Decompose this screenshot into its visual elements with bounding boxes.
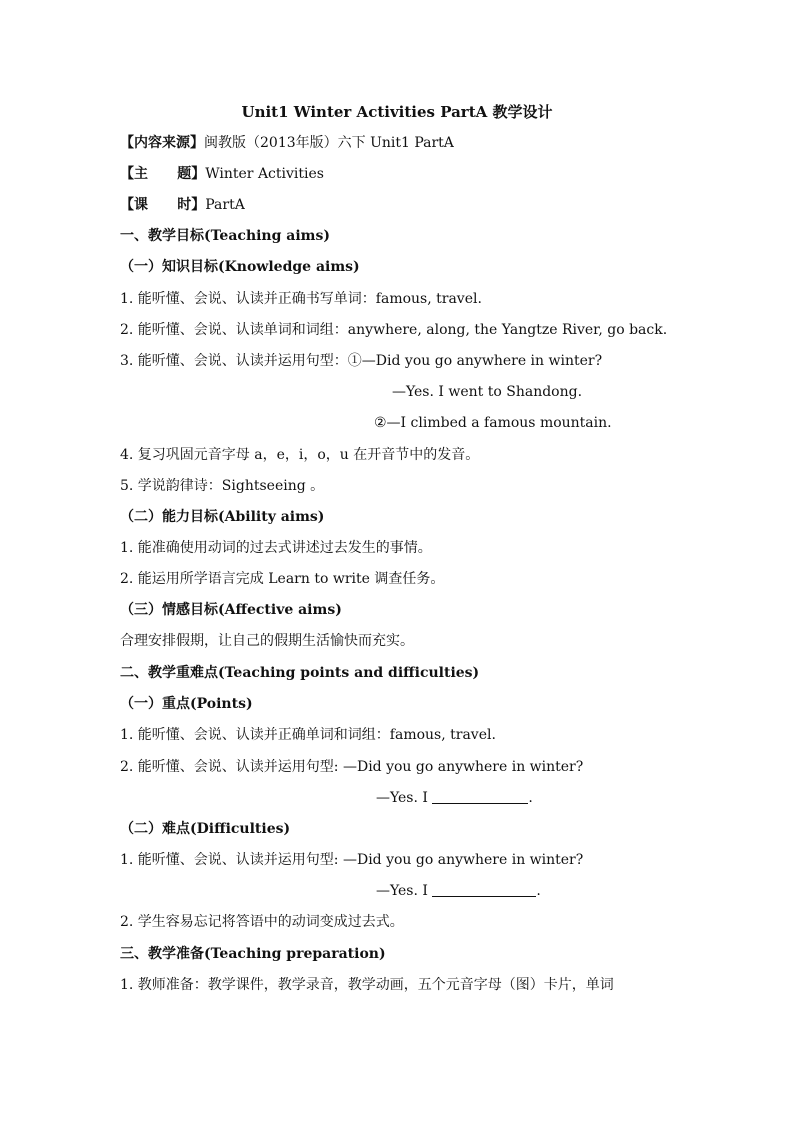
difficulties-answer-prefix: —Yes. I bbox=[376, 883, 428, 899]
document-title: Unit1 Winter Activities PartA 教学设计 bbox=[241, 103, 553, 121]
difficulties-item-1: 1. 能听懂、会说、认读并运用句型: —Did you go anywhere in winter? bbox=[120, 852, 584, 868]
knowledge-aims-heading: （一）知识目标(Knowledge aims) bbox=[120, 259, 360, 275]
difficulties-item-2: 2. 学生容易忘记将答语中的动词变成过去式。 bbox=[120, 914, 404, 930]
meta-source-line bbox=[120, 133, 690, 153]
knowledge-item-4: 4. 复习巩固元音字母 a，e，i，o，u 在开音节中的发音。 bbox=[120, 447, 480, 463]
knowledge-item-5: 5. 学说韵律诗：Sightseeing 。 bbox=[120, 478, 325, 494]
points-item-2: 2. 能听懂、会说、认读并运用句型: —Did you go anywhere in winter? bbox=[120, 759, 584, 775]
points-answer-blank bbox=[432, 789, 528, 804]
points-item-1: 1. 能听懂、会说、认读并正确单词和词组：famous, travel. bbox=[120, 727, 496, 743]
meta-period-line bbox=[120, 195, 690, 215]
knowledge-item-3: 3. 能听懂、会说、认读并运用句型：①—Did you go anywhere in winter? bbox=[120, 353, 603, 369]
ability-aims-heading: （二）能力目标(Ability aims) bbox=[120, 509, 325, 525]
meta-topic-line bbox=[120, 164, 690, 184]
meta-source-label: 【内容来源】 bbox=[120, 135, 204, 151]
difficulties-item-1-answer bbox=[376, 881, 676, 901]
ability-item-1: 1. 能准确使用动词的过去式讲述过去发生的事情。 bbox=[120, 540, 432, 556]
knowledge-item-1: 1. 能听懂、会说、认读并正确书写单词：famous, travel. bbox=[120, 291, 482, 307]
meta-topic-value: Winter Activities bbox=[205, 166, 324, 182]
meta-source-value: 闽教版（2013年版）六下 Unit1 PartA bbox=[204, 135, 454, 151]
knowledge-item-2: 2. 能听懂、会说、认读单词和词组：anywhere, along, the Yangtze River, go back. bbox=[120, 322, 668, 338]
section-3-heading: 三、教学准备(Teaching preparation) bbox=[120, 946, 386, 962]
knowledge-item-3-answer: —Yes. I went to Shandong. bbox=[392, 384, 583, 400]
points-answer-prefix: —Yes. I bbox=[376, 790, 428, 806]
section-2-heading: 二、教学重难点(Teaching points and difficulties) bbox=[120, 665, 480, 681]
ability-item-2: 2. 能运用所学语言完成 Learn to write 调查任务。 bbox=[120, 571, 445, 587]
preparation-item-1: 1. 教师准备：教学课件，教学录音，教学动画，五个元音字母（图）卡片，单词 bbox=[120, 977, 614, 993]
difficulties-heading: （二）难点(Difficulties) bbox=[120, 821, 291, 837]
points-answer-period: . bbox=[528, 790, 533, 806]
difficulties-answer-blank bbox=[432, 882, 536, 897]
difficulties-answer-period: . bbox=[536, 883, 541, 899]
affective-text: 合理安排假期，让自己的假期生活愉快而充实。 bbox=[120, 633, 414, 649]
section-1-heading: 一、教学目标(Teaching aims) bbox=[120, 228, 330, 244]
meta-period-label: 【课 时】 bbox=[120, 197, 206, 213]
meta-topic-label: 【主 题】 bbox=[120, 166, 206, 182]
points-heading: （一）重点(Points) bbox=[120, 696, 253, 712]
meta-period-value: PartA bbox=[205, 197, 245, 213]
affective-aims-heading: （三）情感目标(Affective aims) bbox=[120, 602, 342, 618]
knowledge-item-3-example-2: ②—I climbed a famous mountain. bbox=[374, 415, 612, 431]
points-item-2-answer bbox=[376, 788, 676, 808]
